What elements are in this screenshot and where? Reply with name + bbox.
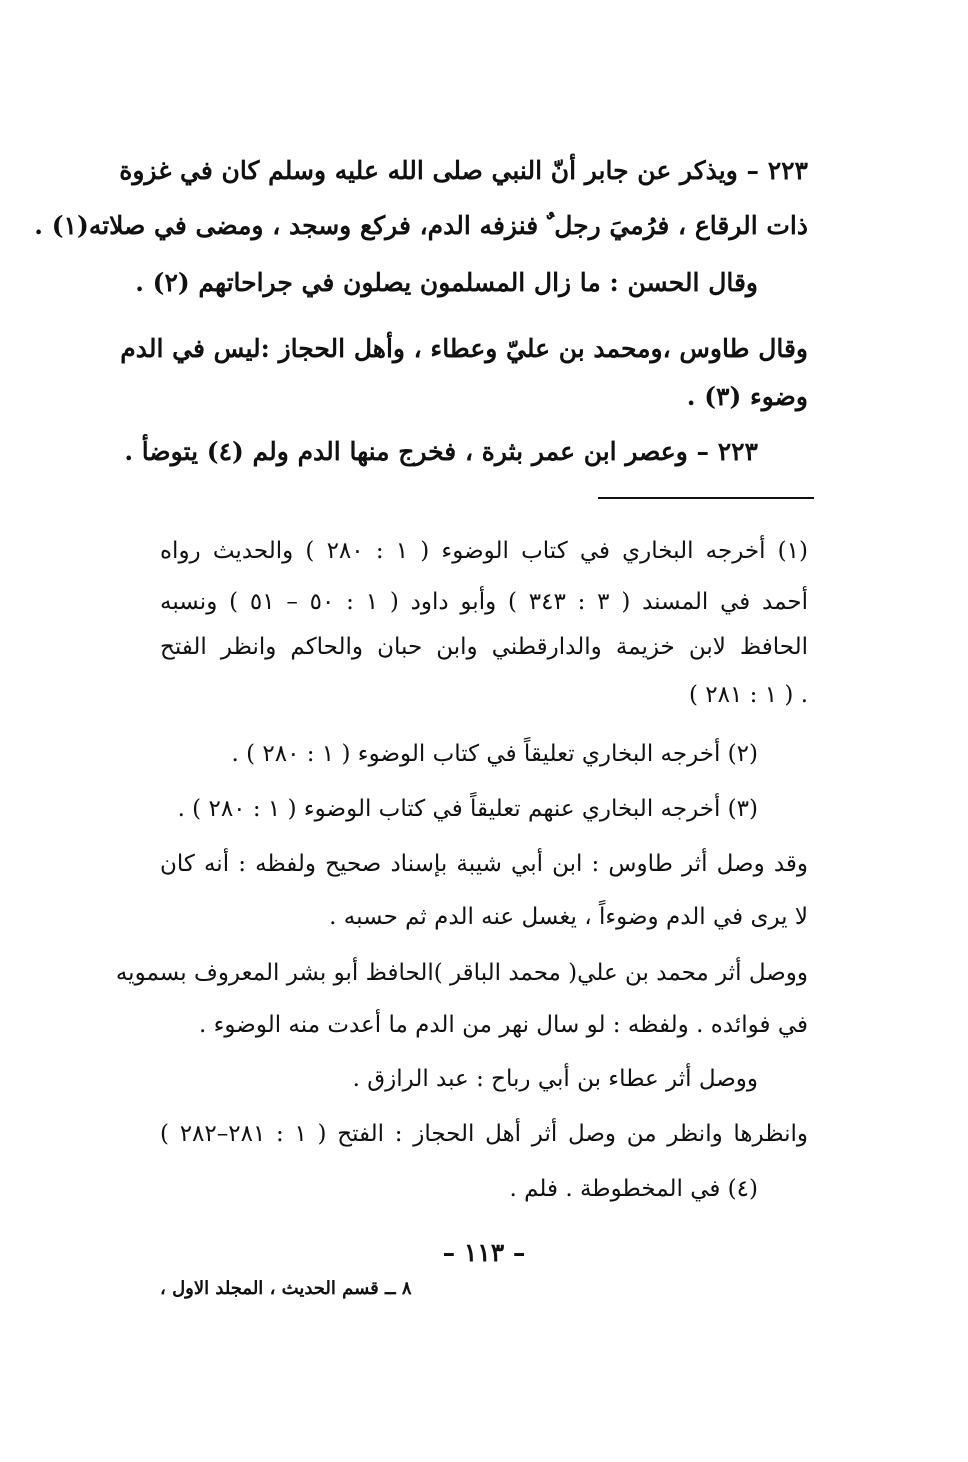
hasan-quote: وقال الحسن : ما زال المسلمون يصلون في جراحاتهم (٢) . — [135, 268, 758, 297]
footnote-3-tawus-line-2: لا يرى في الدم وضوءاً ، يغسل عنه الدم ثم حسبه . — [329, 904, 808, 930]
footnote-separator — [598, 497, 814, 499]
tawus-quote-line-2: وضوء (٣) . — [686, 382, 808, 411]
footnote-4: (٤) في المخطوطة . فلم . — [509, 1176, 758, 1202]
footnote-3: (٣) أخرجه البخاري عنهم تعليقاً في كتاب الوضوء ( ١ : ٢٨٠ ) . — [177, 796, 758, 822]
page-number: – ١١٣ – — [442, 1238, 526, 1267]
footnote-3-tawus-line-1: وقد وصل أثر طاوس : ابن أبي شيبة بإسناد صحيح ولفظه : أنه كان — [160, 851, 808, 877]
footnote-1-line-1: (١) أخرجه البخاري في كتاب الوضوء ( ١ : ٢٨٠ ) والحديث رواه — [160, 538, 808, 564]
tawus-quote-line-1: وقال طاوس ،ومحمد بن عليّ وعطاء ، وأهل الحجاز :ليس في الدم — [120, 334, 808, 363]
footnote-1-line-4: ( ١ : ٢٨١ ) . — [689, 682, 808, 708]
footnote-3-baqir-line-2: في فوائده . ولفظه : لو سال نهر من الدم ما أعدت منه الوضوء . — [198, 1012, 808, 1038]
hadith-223-line-1: ٢٢٣ – ويذكر عن جابر أنّ النبي صلى الله عليه وسلم كان في غزوة — [119, 156, 808, 185]
footnote-3-baqir-line-1: ووصل أثر محمد بن علي( محمد الباقر )الحافظ أبو بشر المعروف بسمويه — [115, 960, 808, 986]
footnote-1-line-2: أحمد في المسند ( ٣ : ٣٤٣ ) وأبو داود ( ١ : ٥٠ – ٥١ ) ونسبه — [160, 589, 809, 615]
footnote-3-ata: ووصل أثر عطاء بن أبي رباح : عبد الرازق . — [352, 1066, 758, 1092]
footnote-3-hijaz: وانظرها وانظر من وصل أثر أهل الحجاز : الفتح ( ١ : ٢٨١–٢٨٢ ) — [160, 1121, 808, 1147]
hadith-223b: ٢٢٣ – وعصر ابن عمر بثرة ، فخرج منها الدم ولم (٤) يتوضأ . — [124, 437, 758, 466]
section-label: ٨ ــ قسم الحديث ، المجلد الاول ، — [160, 1278, 412, 1299]
hadith-223-line-2: ذات الرقاع ، فرُميَ رجل ٌ فنزفه الدم، فركع وسجد ، ومضى في صلاته(١) . — [34, 211, 808, 240]
footnote-2: (٢) أخرجه البخاري تعليقاً في كتاب الوضوء ( ١ : ٢٨٠ ) . — [231, 741, 758, 767]
footnote-1-line-3: الحافظ لابن خزيمة والدارقطني وابن حبان والحاكم وانظر الفتح — [160, 634, 808, 660]
